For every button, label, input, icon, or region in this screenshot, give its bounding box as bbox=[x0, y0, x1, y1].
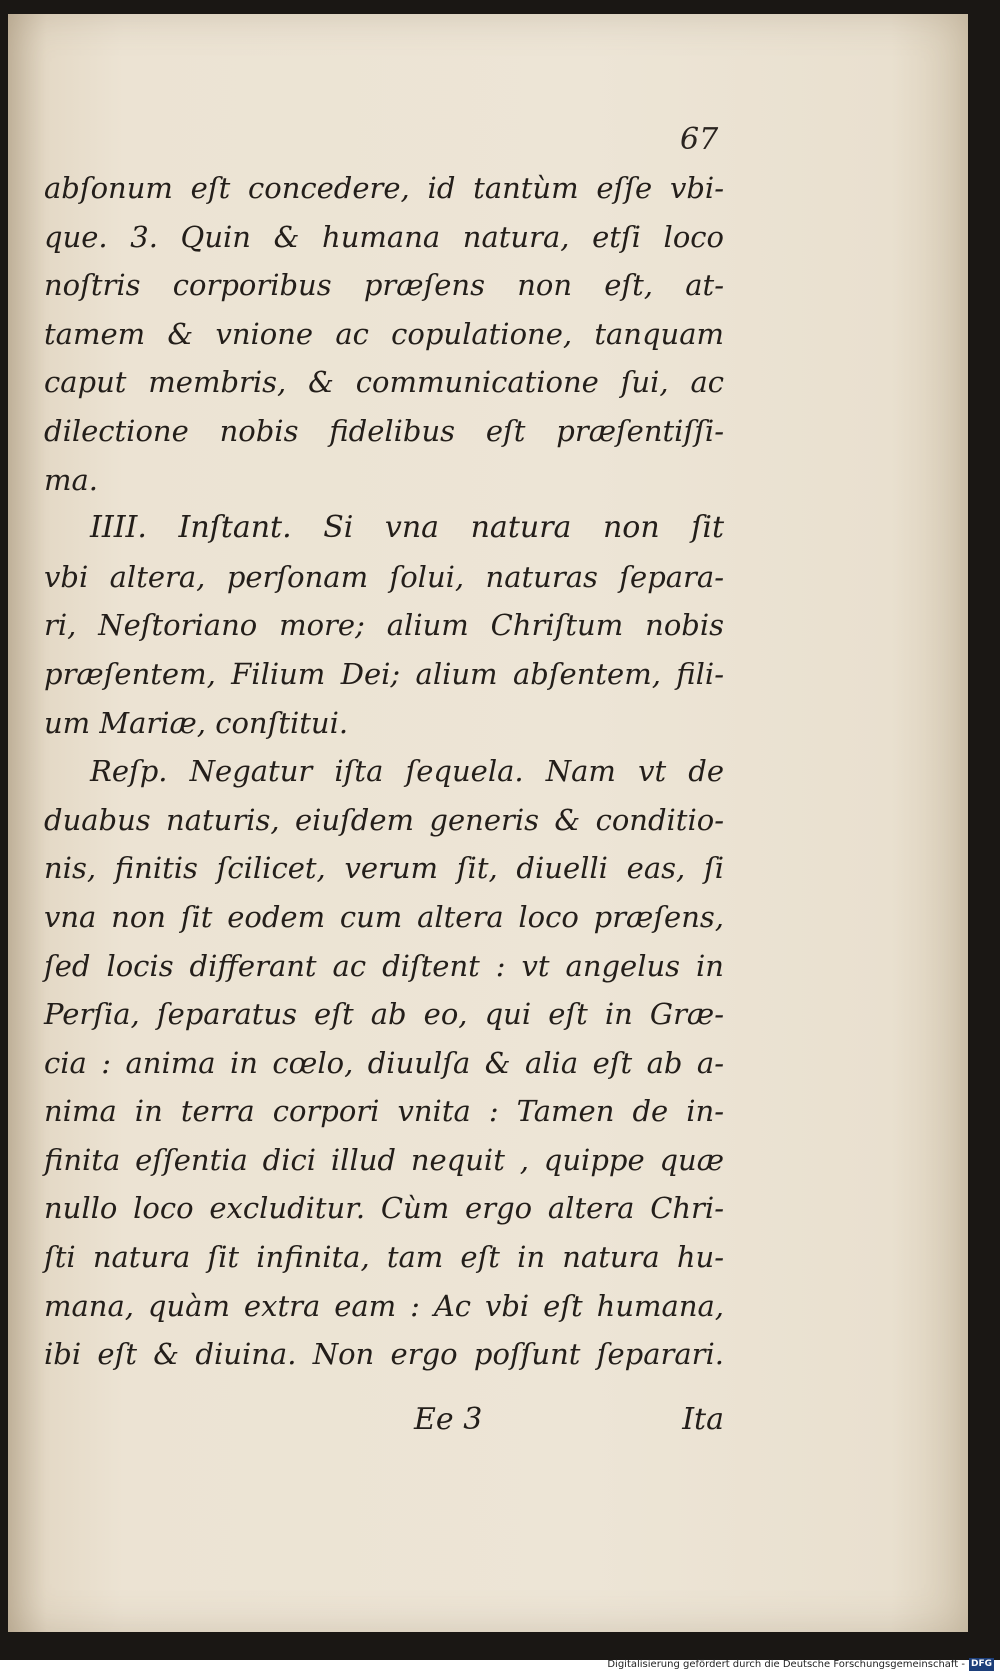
text-line: tamem & vnione ac copulatione, tanquam bbox=[44, 316, 724, 351]
digitization-footer bbox=[607, 1656, 994, 1673]
text-line: nima in terra corpori vnita : Tamen de in- bbox=[44, 1094, 724, 1129]
text-line: ſed locis differant ac diſtent : vt angelus in bbox=[44, 948, 724, 983]
body-text bbox=[44, 164, 724, 1379]
text-line: ſti natura ſit infinita, tam eſt in natura hu- bbox=[44, 1240, 724, 1275]
book-page bbox=[8, 14, 968, 1632]
response-heading-line: Reſp. Negatur iſta ſequela. Nam vt de bbox=[90, 754, 724, 789]
text-line: mana, quàm extra eam : Ac vbi eſt humana, bbox=[44, 1288, 724, 1323]
text-line: Perſia, ſeparatus eſt ab eo, qui eſt in Græ- bbox=[44, 997, 724, 1032]
text-line: noſtris corporibus præſens non eſt, at- bbox=[44, 268, 724, 303]
text-line: ma. bbox=[44, 462, 99, 497]
text-line: um Mariæ, conſtitui. bbox=[44, 705, 349, 740]
text-line: nullo loco excluditur. Cùm ergo altera Chri- bbox=[44, 1191, 724, 1226]
section-heading-line: IIII. Inſtant. Si vna natura non ſit bbox=[90, 510, 724, 546]
text-line: vna non ſit eodem cum altera loco præſens, bbox=[44, 899, 724, 934]
text-line: caput membris, & communicatione ſui, ac bbox=[44, 365, 724, 400]
text-line: abſonum eſt concedere, id tantùm eſſe vbi- bbox=[44, 171, 724, 205]
catchword: Ita bbox=[682, 1402, 724, 1437]
text-line: finita eſſentia dici illud nequit , quippe quæ bbox=[44, 1142, 724, 1177]
text-line: ibi eſt & diuina. Non ergo poſſunt ſeparari. bbox=[44, 1337, 724, 1372]
text-line: dilectione nobis fidelibus eſt præſentiſſi- bbox=[44, 413, 724, 448]
page-number: 67 bbox=[680, 122, 719, 157]
text-line: vbi altera, perſonam ſolui, naturas ſepara- bbox=[44, 559, 724, 594]
text-line: cia : anima in cœlo, diuulſa & alia eſt ab a- bbox=[44, 1045, 724, 1080]
footer-text: Digitalisierung gefördert durch die Deutsche Forschungsgemeinschaft - bbox=[607, 1659, 965, 1670]
text-line: que. 3. Quin & humana natura, etſi loco bbox=[44, 219, 724, 254]
text-line: duabus naturis, eiuſdem generis & conditio- bbox=[44, 802, 724, 837]
dfg-logo-icon: DFG bbox=[970, 1659, 992, 1669]
text-line: præſentem, Filium Dei; alium abſentem, fili- bbox=[44, 656, 724, 691]
catch-line bbox=[44, 1402, 724, 1450]
signature-mark: Ee 3 bbox=[414, 1402, 483, 1437]
text-line: ri, Neſtoriano more; alium Chriſtum nobis bbox=[44, 608, 724, 643]
text-line: nis, finitis ſcilicet, verum ſit, diuelli eas, ſi bbox=[44, 851, 724, 886]
